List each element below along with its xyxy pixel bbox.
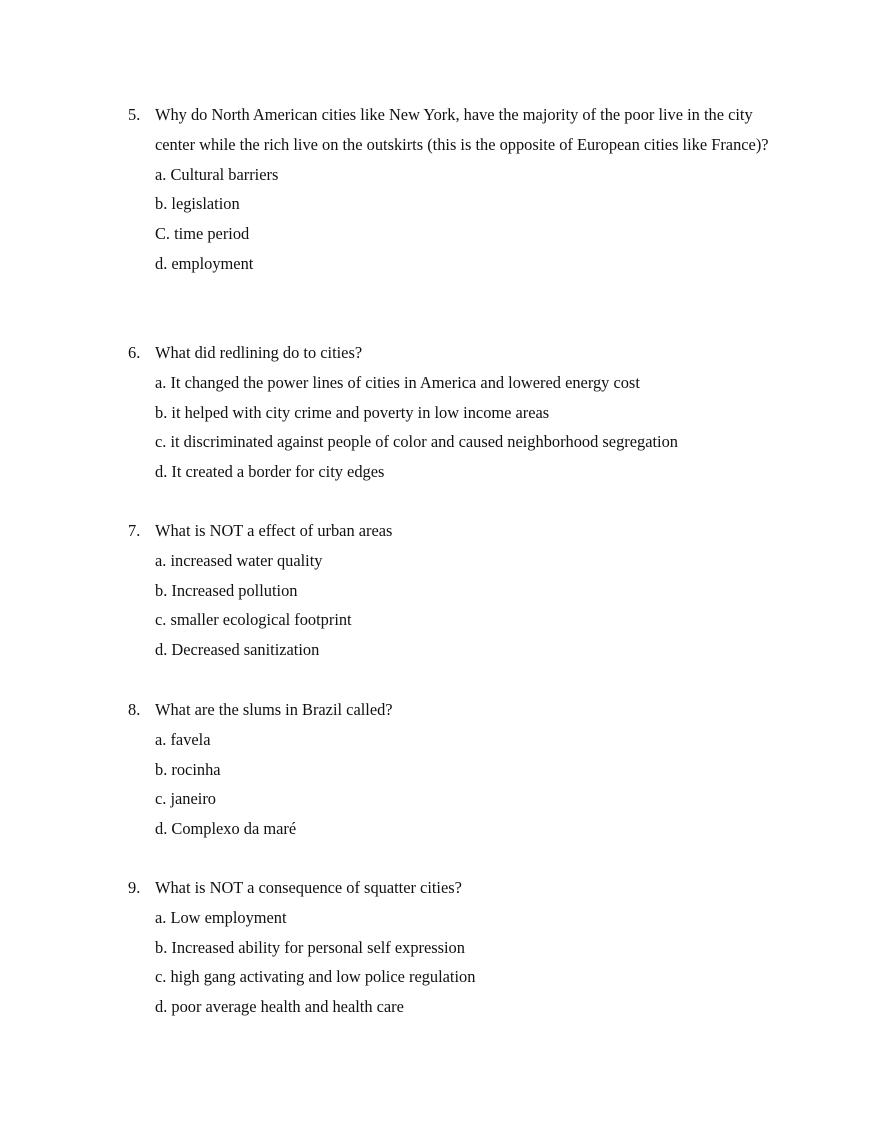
- answer-option: a. favela: [155, 729, 211, 749]
- question-text: What is NOT a consequence of squatter cities?: [155, 878, 462, 897]
- question-9: [128, 873, 788, 1022]
- question-text: Why do North American cities like New York, have the majority of the poor live in the city center while the rich live on the outskirts (this is the opposite of European cities like France)?: [155, 105, 769, 154]
- answer-option: d. It created a border for city edges: [155, 462, 385, 482]
- question-number: 7.: [128, 521, 141, 540]
- answer-option: c. smaller ecological footprint: [155, 610, 352, 630]
- answer-option: c. high gang activating and low police regulation: [155, 967, 476, 987]
- answer-option: a. Low employment: [155, 907, 287, 927]
- answer-options: [128, 725, 788, 844]
- answer-options: [128, 546, 788, 665]
- answer-option: b. Increased pollution: [155, 580, 298, 600]
- question-text: What is NOT a effect of urban areas: [155, 521, 393, 540]
- answer-option: a. Cultural barriers: [155, 164, 279, 184]
- answer-option: d. Complexo da maré: [155, 819, 297, 839]
- answer-option: d. poor average health and health care: [155, 997, 404, 1017]
- answer-option: a. It changed the power lines of cities in America and lowered energy cost: [155, 372, 640, 392]
- answer-option: c. janeiro: [155, 789, 216, 809]
- question-text: What did redlining do to cities?: [155, 343, 363, 362]
- answer-option: b. rocinha: [155, 759, 221, 779]
- answer-options: [128, 903, 788, 1022]
- answer-option: b. legislation: [155, 194, 240, 214]
- answer-options: [128, 368, 788, 487]
- answer-option: d. employment: [155, 253, 254, 273]
- question-7: [128, 516, 788, 665]
- question-5: [128, 100, 788, 279]
- question-number: 6.: [128, 343, 141, 362]
- answer-options: [128, 160, 788, 279]
- answer-option: a. increased water quality: [155, 550, 323, 570]
- question-number: 8.: [128, 700, 141, 719]
- question-number: 5.: [128, 105, 141, 124]
- answer-option: c. it discriminated against people of color and caused neighborhood segregation: [155, 432, 678, 452]
- answer-option: b. Increased ability for personal self expression: [155, 937, 465, 957]
- question-text: What are the slums in Brazil called?: [155, 700, 393, 719]
- question-8: [128, 695, 788, 844]
- answer-option: b. it helped with city crime and poverty in low income areas: [155, 402, 550, 422]
- question-number: 9.: [128, 878, 141, 897]
- answer-option: d. Decreased sanitization: [155, 640, 320, 660]
- question-6: [128, 338, 788, 487]
- answer-option: C. time period: [155, 224, 250, 244]
